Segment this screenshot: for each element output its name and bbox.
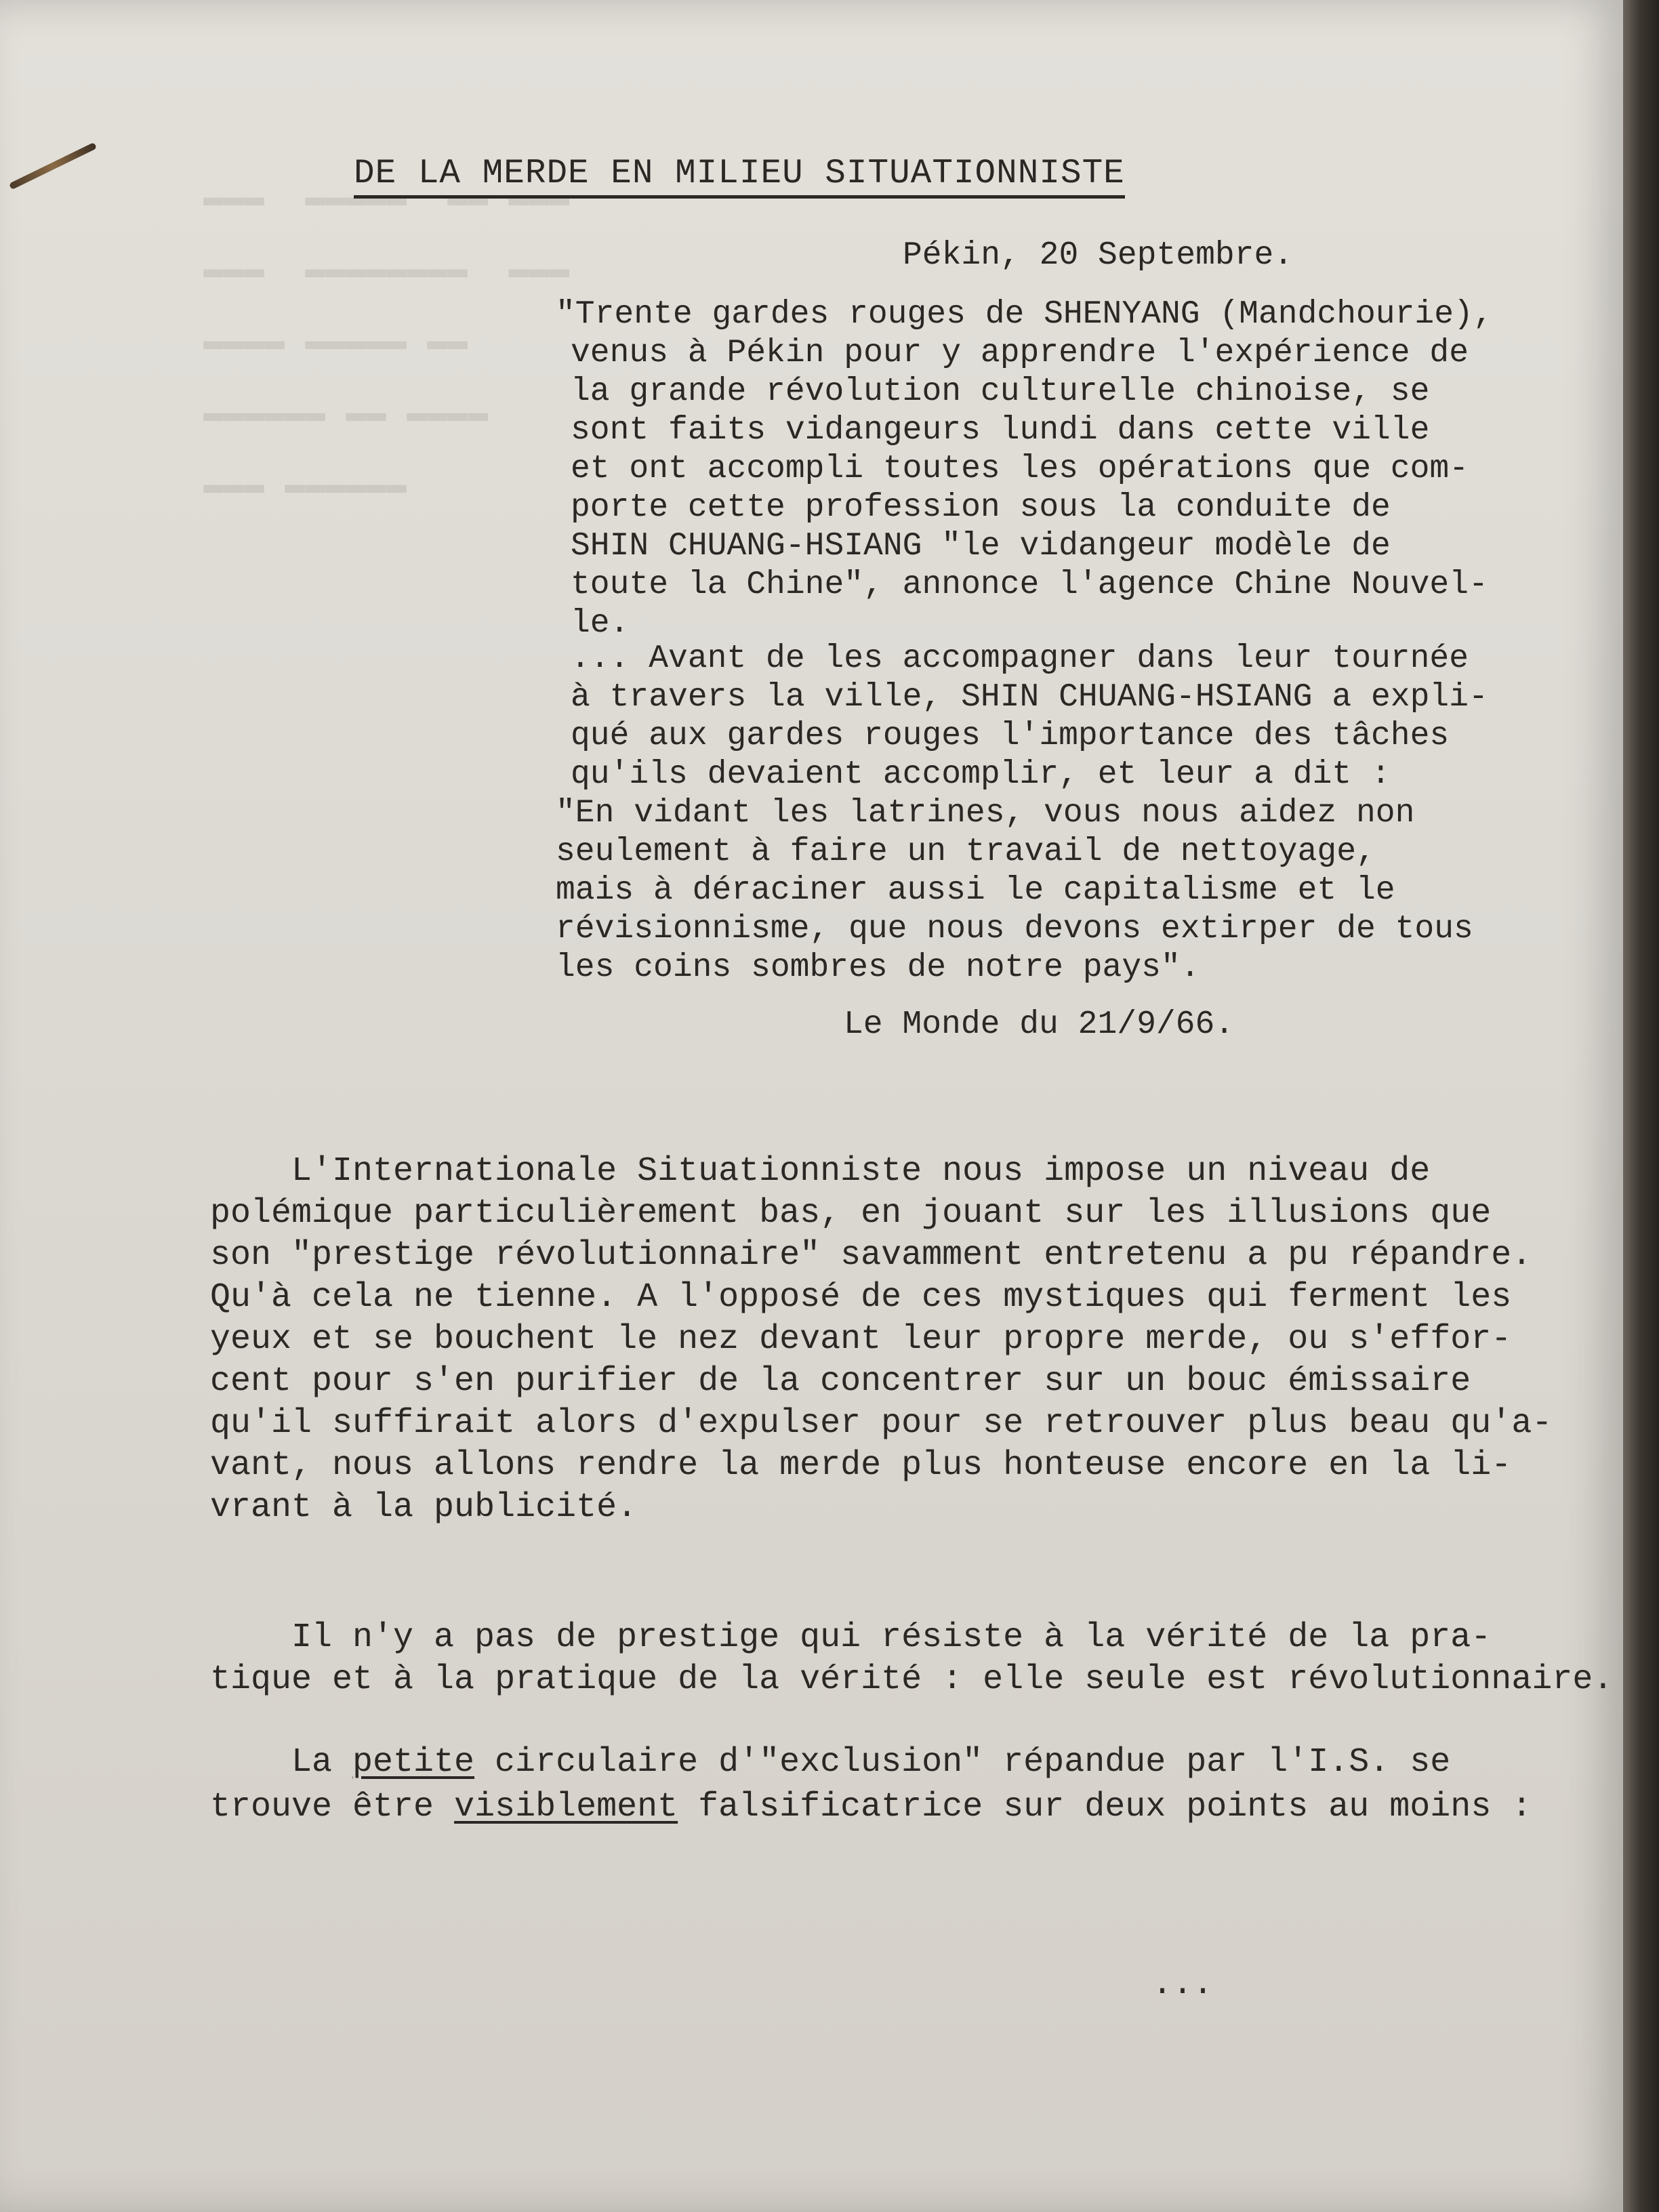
line-text: trouve être bbox=[210, 1788, 455, 1826]
quote-line: porte cette profession sous la conduite de bbox=[571, 489, 1391, 526]
body-line: vrant à la publicité. bbox=[210, 1488, 638, 1527]
body-line: Qu'à cela ne tienne. A l'opposé de ces mystiques qui ferment les bbox=[210, 1278, 1512, 1317]
line-text: falsificatrice sur deux points au moins : bbox=[678, 1788, 1532, 1826]
last-paragraph-line-1 bbox=[291, 1743, 1450, 1782]
quote-line: le. bbox=[571, 605, 630, 642]
quote-line: qu'ils devaient accomplir, et leur a dit : bbox=[571, 756, 1391, 793]
body-line: tique et à la pratique de la vérité : elle seule est révolutionnaire. bbox=[210, 1660, 1614, 1699]
desk-edge bbox=[1623, 0, 1659, 2212]
quote-line: les coins sombres de notre pays". bbox=[556, 949, 1200, 986]
body-line: yeux et se bouchent le nez devant leur propre merde, ou s'effor- bbox=[210, 1320, 1512, 1359]
quote-line: sont faits vidangeurs lundi dans cette ville bbox=[571, 412, 1430, 449]
quote-line: "Trente gardes rouges de SHENYANG (Mandchourie), bbox=[556, 296, 1493, 333]
quote-line: SHIN CHUANG-HSIANG "le vidangeur modèle de bbox=[571, 528, 1391, 565]
quote-line: et ont accompli toutes les opérations que com- bbox=[571, 451, 1469, 487]
body-line: qu'il suffirait alors d'expulser pour se retrouver plus beau qu'a- bbox=[210, 1404, 1553, 1443]
body-line: L'Internationale Situationniste nous impose un niveau de bbox=[291, 1152, 1431, 1191]
dateline: Pékin, 20 Septembre. bbox=[903, 237, 1294, 274]
body-line: vant, nous allons rendre la merde plus honteuse encore en la li- bbox=[210, 1446, 1512, 1485]
staple-mark bbox=[9, 142, 97, 190]
quote-line: qué aux gardes rouges l'importance des tâches bbox=[571, 718, 1450, 754]
continuation-ellipsis: ... bbox=[1152, 1965, 1214, 2004]
body-line: cent pour s'en purifier de la concentrer sur un bouc émissaire bbox=[210, 1362, 1471, 1401]
quote-line: toute la Chine", annonce l'agence Chine Nouvel- bbox=[571, 567, 1488, 603]
quote-line: à travers la ville, SHIN CHUANG-HSIANG a expli- bbox=[571, 679, 1488, 716]
body-line: polémique particulièrement bas, en jouant sur les illusions que bbox=[210, 1194, 1492, 1233]
body-line: son "prestige révolutionnaire" savamment entretenu a pu répandre. bbox=[210, 1236, 1532, 1275]
quote-line: "En vidant les latrines, vous nous aidez non bbox=[556, 795, 1415, 832]
quote-line: la grande révolution culturelle chinoise, se bbox=[571, 373, 1430, 410]
last-paragraph-line-2 bbox=[210, 1788, 1532, 1826]
underlined-word: petite bbox=[352, 1743, 475, 1782]
quote-source: Le Monde du 21/9/66. bbox=[844, 1006, 1235, 1043]
line-text: circulaire d'"exclusion" répandue par l'I.S. se bbox=[474, 1743, 1451, 1782]
quote-line: mais à déraciner aussi le capitalisme et le bbox=[556, 872, 1395, 909]
quote-line: venus à Pékin pour y apprendre l'expérience de bbox=[571, 335, 1469, 371]
quote-line: révisionnisme, que nous devons extirper de tous bbox=[556, 911, 1473, 947]
show-through-texture: ▬▬▬ ▬▬▬▬▬ ▬▬ ▬▬▬ ▬▬▬ ▬▬▬▬▬▬▬▬ ▬▬▬ ▬▬▬▬ ▬▬▬▬▬ ▬▬ ▬▬▬▬▬▬ ▬▬ ▬▬▬▬ ▬▬▬ ▬▬▬▬▬▬ bbox=[203, 179, 570, 505]
line-text: La bbox=[291, 1743, 353, 1782]
quote-line: ... Avant de les accompagner dans leur tournée bbox=[571, 640, 1469, 677]
document-title: DE LA MERDE EN MILIEU SITUATIONNISTE bbox=[354, 155, 1125, 199]
underlined-word: visiblement bbox=[454, 1788, 678, 1826]
body-line: Il n'y a pas de prestige qui résiste à la vérité de la pra- bbox=[291, 1618, 1492, 1657]
quote-line: seulement à faire un travail de nettoyage, bbox=[556, 834, 1376, 870]
